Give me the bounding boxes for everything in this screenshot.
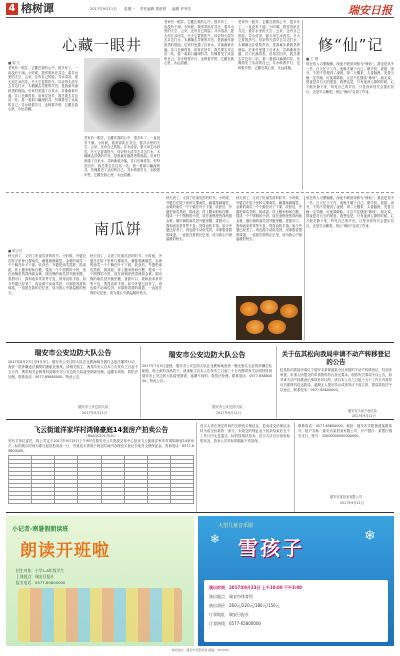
article-title-xiuxian: 修“仙”记 bbox=[318, 36, 384, 54]
ad-reading-line-2: 上课地点：瑞安日报社 bbox=[16, 574, 54, 579]
article-byline-pumpkin: ■ 陈立华 bbox=[8, 249, 23, 253]
notice-body-auction-contact: 联系电话：0577-65800000。地址：瑞安市安阳街道某路某号。账户名称：瑞安市某拍卖有限公司，开户银行：某银行瑞安支行，账号：33000000000000000。 bbox=[298, 424, 392, 438]
notice-body-border-police-1: 2017年8月27日至9月3日，瑞安市公安边防大队在北麂海域开展打击违法捕捞行动，查获一批涉嫌违法捕捞的渔船及渔具。请相关船主、渔具所有人自本公告发布之日起十五日内，携带相关证明材料到瑞安市公安边防大队接受调查处理。逾期未到的，将依法处理。联系电话：0577-65880000。特此公告。 bbox=[8, 360, 138, 379]
column-divider bbox=[304, 196, 305, 340]
ad-snow-child[interactable] bbox=[198, 516, 394, 646]
pumpkin-cake-icon bbox=[260, 300, 278, 314]
ad-children-illustration-icon bbox=[18, 588, 182, 642]
article-body-xiuxian: 现在的人习惯晚睡，深夜不眠被戏称为“修仙”。我也是其中一员，白天忙于工作，夜晚才属于自己。刷手机、看剧、读书，不知不觉便到了凌晨。第二天醒来，头昏脑涨，发誓当晚一定早睡，可夜幕降临，又忍不住继续“修仙”。朋友说，熬夜是对白天的报复。我想也是，只有夜深人静的时候，心才能安静下来，听见自己的声音。只是身体终究会提出抗议，还是早点睡吧，别让“修仙”变成了伤身。 bbox=[306, 62, 394, 94]
well-photo bbox=[84, 58, 160, 132]
page-number: 4 bbox=[6, 3, 18, 15]
article-title-pumpkin: 南瓜饼 bbox=[94, 220, 143, 238]
well-opening-icon bbox=[108, 80, 136, 108]
article-body-xiuxian-continued: 现在的人习惯晚睡，深夜不眠被戏称为“修仙”。我也是其中一员，白天忙于工作，夜晚才属于自己。刷手机、看剧、读书，不知不觉便到了凌晨。第二天醒来，头昏脑涨，发誓当晚一定早睡，可夜幕降临，又忍不住继续“修仙”。朋友说，熬夜是对白天的报复。我想也是，只有夜深人静的时候，心才能安静下来，听见自己的声音。只是身体终究会提出抗议，还是早点睡吧，别让“修仙”变成了伤身。 bbox=[306, 196, 394, 228]
article-body-pumpkin-col4: 秋天到了，又到了吃南瓜饼的时节。小时候，外婆总在院子里种几棵南瓜，藤蔓爬满篱笆，金黄的南瓜一个个躺在叶子下面。收获后，外婆把南瓜蒸熟，捣成泥，拌上糯米粉和白糖，揉成一个个圆圆的小饼，放在油锅里煎得两面金黄。刚出锅的南瓜饼外脆里糯，香甜可口，我和表弟常常等不及，烫得直吹手指。如今外婆已经老了，再也做不动南瓜饼，可那股香甜的味道，一直留在我的记忆里，成为我心中最温暖的秋天。 bbox=[236, 196, 302, 242]
column-divider bbox=[140, 346, 141, 418]
ad-reading-subtitle: 小记者·寒暑假朗读班 bbox=[12, 526, 69, 533]
column-divider bbox=[276, 346, 277, 418]
ad-reading-line-3: 报名电话：0577-65800000 bbox=[16, 580, 66, 585]
article-byline-xiuxian: ■ 王 慧 bbox=[306, 57, 319, 61]
header-weekday: 星期一 bbox=[124, 7, 135, 11]
notice-date-border-police-1: 2017年9月11日 bbox=[82, 411, 108, 415]
article-body-well-col2: 老家有一眼井，它藏在我的心中，很多年了，一直没有干涸。小时候，我常常趴在井边，看井水里的天空、云朵，还有自己的脸。井水清凉，夏天用它冰西瓜，冬天它冒着热气。母亲每天清早去井边打水，木桶撞击井壁的声音，是我童年最熟悉的晨曲。后来村里通了自来水，井渐渐被冷落，井口长满青苔，但每次回乡，我总要去井边站一站，看一看那口幽深的井，仿佛看见了从前的自己。井水映着岁月，也映着乡愁，它藏在我心里，永远清澈。 bbox=[84, 136, 160, 177]
header-design: 编辑 许秀芳 bbox=[172, 7, 192, 11]
ad-snow-child-detail: 演出地点：瑞安市体育馆 bbox=[209, 594, 253, 599]
section-divider bbox=[6, 419, 394, 420]
ad-snow-child-title: 雪孩子 bbox=[238, 536, 304, 560]
pumpkin-cake-icon bbox=[268, 320, 286, 334]
notice-sign-border-police-2: 瑞安市公安边防大队 bbox=[212, 405, 243, 409]
newspaper-logo: 瑞安日报 bbox=[348, 4, 392, 17]
section-title: 榕树谭 bbox=[21, 2, 54, 15]
notice-date-border-police-2: 2017年9月11日 bbox=[216, 411, 242, 415]
article-body-pumpkin-col1: 秋天到了，又到了吃南瓜饼的时节。小时候，外婆总在院子里种几棵南瓜，藤蔓爬满篱笆，金黄的南瓜一个个躺在叶子下面。收获后，外婆把南瓜蒸熟，捣成泥，拌上糯米粉和白糖，揉成一个个圆圆的小饼，放在油锅里煎得两面金黄。刚出锅的南瓜饼外脆里糯，香甜可口，我和表弟常常等不及，烫得直吹手指。如今外婆已经老了，再也做不动南瓜饼，可那股香甜的味道，一直留在我的记忆里，成为我心中最温暖的秋天。 bbox=[8, 254, 86, 295]
notice-body-property-transfer: 伍其松向我局申请位于瑞安市某街道某小区房屋的不动产转移登记，经初步审查，申请人所提交的申请资料符合登记要求。现将有关事项予以公告，如对该不动产转移登记事项有异议的，请自本公告之日起十五个工作日内将异议书面材料送达我局。逾期无人提出异议或者异议不成立的，我局将依法予以登记。联系电话：0577-65800000。 bbox=[280, 368, 392, 392]
article-body-well-col1: 老家有一眼井，它藏在我的心中，很多年了，一直没有干涸。小时候，我常常趴在井边，看井水里的天空、云朵，还有自己的脸。井水清凉，夏天用它冰西瓜，冬天它冒着热气。母亲每天清早去井边打水，木桶撞击井壁的声音，是我童年最熟悉的晨曲。后来村里通了自来水，井渐渐被冷落，井口长满青苔，但每次回乡，我总要去井边站一站，看一看那口幽深的井，仿佛看见了从前的自己。井水映着岁月，也映着乡愁，它藏在我心里，永远清澈。 bbox=[8, 66, 78, 112]
article-body-well-col4: 老家有一眼井，它藏在我的心中，很多年了，一直没有干涸。小时候，我常常趴在井边，看井水里的天空、云朵，还有自己的脸。井水清凉，夏天用它冰西瓜，冬天它冒着热气。母亲每天清早去井边打水，木桶撞击井壁的声音，是我童年最熟悉的晨曲。后来村里通了自来水，井渐渐被冷落，井口长满青苔，但每次回乡，我总要去井边站一站，看一看那口幽深的井，仿佛看见了从前的自己。井水映着岁月，也映着乡愁，它藏在我心里，永远清澈。 bbox=[238, 20, 300, 70]
notice-title-border-police-2: 瑞安市公安边防大队公告 bbox=[168, 351, 246, 359]
header-editor: 责任编辑 曾舒婷 bbox=[140, 7, 167, 11]
article-body-well-col3: 老家有一眼井，它藏在我的心中，很多年了，一直没有干涸。小时候，我常常趴在井边，看井水里的天空、云朵，还有自己的脸。井水清凉，夏天用它冰西瓜，冬天它冒着热气。母亲每天清早去井边打水，木桶撞击井壁的声音，是我童年最熟悉的晨曲。后来村里通了自来水，井渐渐被冷落，井口长满青苔，但每次回乡，我总要去井边站一站，看一看那口幽深的井，仿佛看见了从前的自己。井水映着岁月，也映着乡愁，它藏在我心里，永远清澈。 bbox=[164, 20, 234, 66]
snowflake-icon: ❄ bbox=[364, 528, 376, 544]
ad-snow-child-detail: 订票热线：0577-65800000 bbox=[209, 621, 261, 626]
ad-snow-child-detail: 演出时间：2017年9月23日 上午10:00 下午3:00 bbox=[209, 585, 302, 590]
column-divider bbox=[294, 422, 295, 512]
ad-snow-child-details bbox=[204, 580, 388, 642]
column-divider bbox=[302, 20, 303, 190]
notice-body-auction-terms: 竞买人须在规定时间内交纳竞买保证金，拍卖成交后保证金转为成交价款的一部分，未成交的保证金于拍卖结束后五个工作日内无息退还。标的按现状拍卖，竞买人应自行查验标的状况，拍卖公司对标的瑕疵不作担保。 bbox=[200, 424, 290, 443]
ad-snow-child-detail: 演出票价：260元/220元/180元/150元 bbox=[209, 603, 280, 608]
notice-date-property-transfer: 2017年9月11日 bbox=[352, 414, 376, 418]
notice-body-border-police-2: 2017年7月5日凌晨，瑞安市公安边防大队在北麂海域查获一艘无船名无证的涉嫌走私船舶，船上载有冻品若干。请该船主自本公告发布之日起三十日内携带有关证明材料到瑞安市公安边防大队接受调查，逾期不到的，将依法处理。联系电话：0577-65880000。特此公告。 bbox=[142, 364, 272, 383]
pumpkin-cake-icon bbox=[240, 302, 258, 316]
notice-date-auction: 2017年9月11日 bbox=[340, 501, 364, 505]
notice-ref-auction: （RASQC2017010） bbox=[84, 434, 118, 438]
ad-reading-title: 朗读开班啦 bbox=[20, 541, 110, 561]
notice-sign-border-police-1: 瑞安市公安边防大队 bbox=[78, 405, 109, 409]
notice-title-border-police-1: 瑞安市公安边防大队公告 bbox=[34, 349, 112, 357]
ad-snow-child-detail: 订票地址：瑞安日报社 bbox=[209, 612, 249, 617]
article-title-well: 心藏一眼井 bbox=[62, 36, 143, 54]
snowflake-icon: ❄ bbox=[210, 532, 221, 546]
notice-sign-auction: 瑞安市某拍卖有限公司 bbox=[330, 495, 362, 499]
ad-reading-line-1: 招生对象：小学1-6年级学生 bbox=[16, 568, 64, 573]
ad-reading-class[interactable] bbox=[6, 516, 194, 646]
notice-sign-property-transfer: 瑞安市不动产登记局 bbox=[348, 409, 377, 413]
article-body-pumpkin-col2: 秋天到了，又到了吃南瓜饼的时节。小时候，外婆总在院子里种几棵南瓜，藤蔓爬满篱笆，金黄的南瓜一个个躺在叶子下面。收获后，外婆把南瓜蒸熟，捣成泥，拌上糯米粉和白糖，揉成一个个圆圆的小饼，放在油锅里煎得两面金黄。刚出锅的南瓜饼外脆里糯，香甜可口，我和表弟常常等不及，烫得直吹手指。如今外婆已经老了，再也做不动南瓜饼，可那股香甜的味道，一直留在我的记忆里，成为我心中最温暖的秋天。 bbox=[90, 254, 162, 295]
notice-title-property-transfer: 关于伍其松向我局申请不动产转移登记的公告 bbox=[281, 350, 391, 366]
article-body-pumpkin-col3: 秋天到了，又到了吃南瓜饼的时节。小时候，外婆总在院子里种几棵南瓜，藤蔓爬满篱笆，金黄的南瓜一个个躺在叶子下面。收获后，外婆把南瓜蒸熟，捣成泥，拌上糯米粉和白糖，揉成一个个圆圆的小饼，放在油锅里煎得两面金黄。刚出锅的南瓜饼外脆里糯，香甜可口，我和表弟常常等不及，烫得直吹手指。如今外婆已经老了，再也做不动南瓜饼，可那股香甜的味道，一直留在我的记忆里，成为我心中最温暖的秋天。 bbox=[166, 196, 232, 242]
auction-table bbox=[8, 455, 194, 507]
header-rule bbox=[6, 17, 394, 18]
pumpkin-cake-icon bbox=[280, 304, 298, 318]
section-divider bbox=[6, 512, 394, 513]
page-footer: 本报地址：瑞安市安阳街道 邮编：325200 bbox=[171, 648, 229, 652]
notice-title-auction: 飞云街道洋家垟村鸿锦豪庭14套房产拍卖公告 bbox=[33, 426, 169, 434]
header-date: 2017年9月11日 bbox=[90, 7, 117, 11]
pumpkin-cake-photo bbox=[236, 296, 302, 340]
pumpkin-cake-icon bbox=[246, 320, 264, 334]
ad-snow-child-subtitle: 大型儿童音乐剧 bbox=[218, 523, 254, 529]
column-divider bbox=[196, 422, 197, 512]
article-byline-well: ■ 陈 江 bbox=[8, 61, 21, 65]
section-divider bbox=[6, 342, 394, 343]
notice-body-auction: 受有关单位委托，我公司定于2017年9月25日上午9时在瑞安市公共资源交易中心拍卖飞云街道洋家垟村鸿锦豪庭14套房产。标的展示时间为即日起至拍卖前一日，有意竞买者请于规定时间内办理竞买登记手续并交纳保证金。咨询电话：0577-65800000。 bbox=[8, 439, 194, 453]
masthead bbox=[6, 2, 394, 18]
section-divider bbox=[6, 192, 394, 193]
